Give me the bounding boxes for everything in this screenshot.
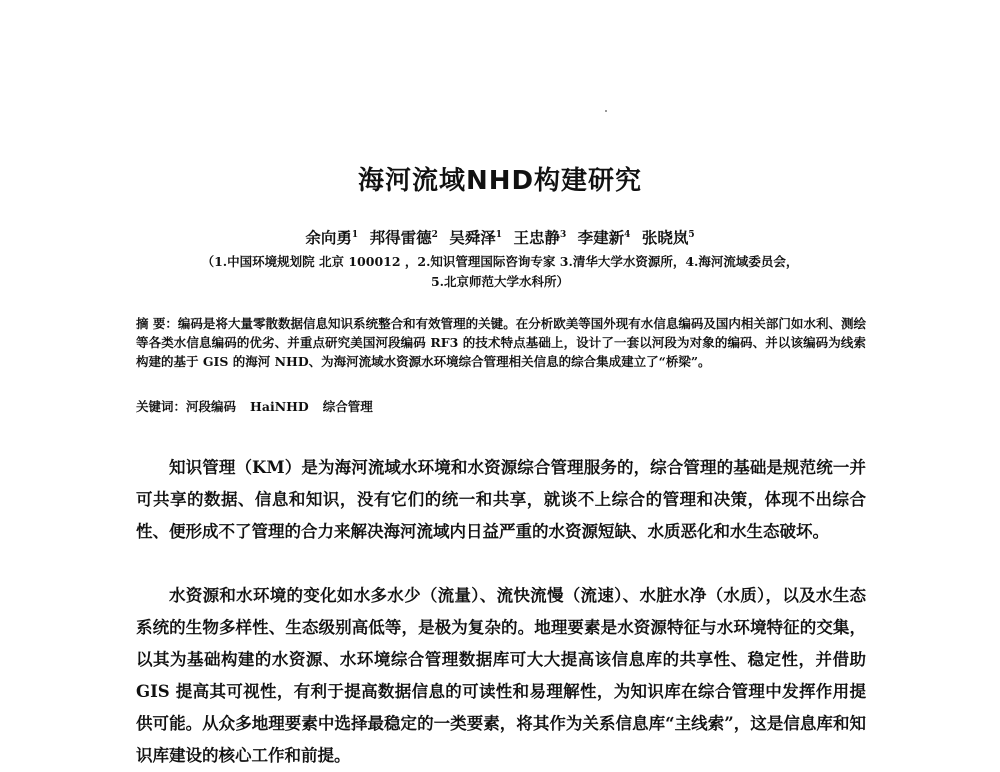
affiliations-line-2: 5.北京师范大学水科所）: [430, 274, 570, 289]
affiliations-line-1: （1.中国环境规划院 北京 100012 ，2.知识管理国际咨询专家 3.清华大学水资源所，4.海河流域委员会，: [201, 254, 799, 269]
keywords-label: 关键词：: [136, 399, 187, 414]
abstract-label: 摘 要：: [136, 316, 178, 331]
paper-title: 海河流域NHD构建研究: [357, 166, 643, 196]
keyword: 综合管理: [322, 399, 373, 414]
keyword: HaiNHD: [250, 399, 309, 414]
scan-speck: [605, 110, 607, 112]
author: 余向勇$^1$: [305, 228, 359, 247]
author: 邦得雷德$^2$: [369, 228, 438, 247]
body-paragraph-1: 知识管理（KM）是为海河流域水环境和水资源综合管理服务的，综合管理的基础是规范统一并可共享的数据、信息和知识，没有它们的统一和共享，就谈不上综合的管理和决策，体现不出综合性、便形成不了管理的合力来解决海河流域内日益严重的水资源短缺、水质恶化和水生态破坏。: [136, 458, 866, 541]
author: 张晓岚$^5$: [641, 228, 695, 247]
author: 王忠静$^3$: [513, 228, 567, 247]
author: 吴舜泽$^1$: [449, 228, 503, 247]
keyword: 河段编码: [186, 399, 237, 414]
abstract-text: 编码是将大量零散数据信息知识系统整合和有效管理的关键。在分析欧美等国外现有水信息编码及国内相关部门如水利、测绘等各类水信息编码的优劣、并重点研究美国河段编码 RF3 的技术特点基础上，设计了一套以河段为对象的编码、并以该编码为线索构建的基于 GIS 的海河 NHD、为海河流域水资源水环境综合管理相关信息的综合集成建立了“桥梁”。: [136, 316, 866, 369]
author-list: [0, 226, 1000, 248]
author: 李建新$^4$: [577, 228, 631, 247]
body-paragraph-2: 水资源和水环境的变化如水多水少（流量）、流快流慢（流速）、水脏水净（水质），以及水生态系统的生物多样性、生态级别高低等，是极为复杂的。地理要素是水资源特征与水环境特征的交集，以其为基础构建的水资源、水环境综合管理数据库可大大提高该信息库的共享性、稳定性，并借助 GIS 提高其可视性，有利于提高数据信息的可读性和易理解性，为知识库在综合管理中发挥作用提供可能。从众多地理要素中选择最稳定的一类要素，将其作为关系信息库“主线索”，这是信息库和知识库建设的核心工作和前提。: [136, 586, 866, 765]
abstract: [136, 314, 866, 371]
keywords: [136, 397, 387, 415]
